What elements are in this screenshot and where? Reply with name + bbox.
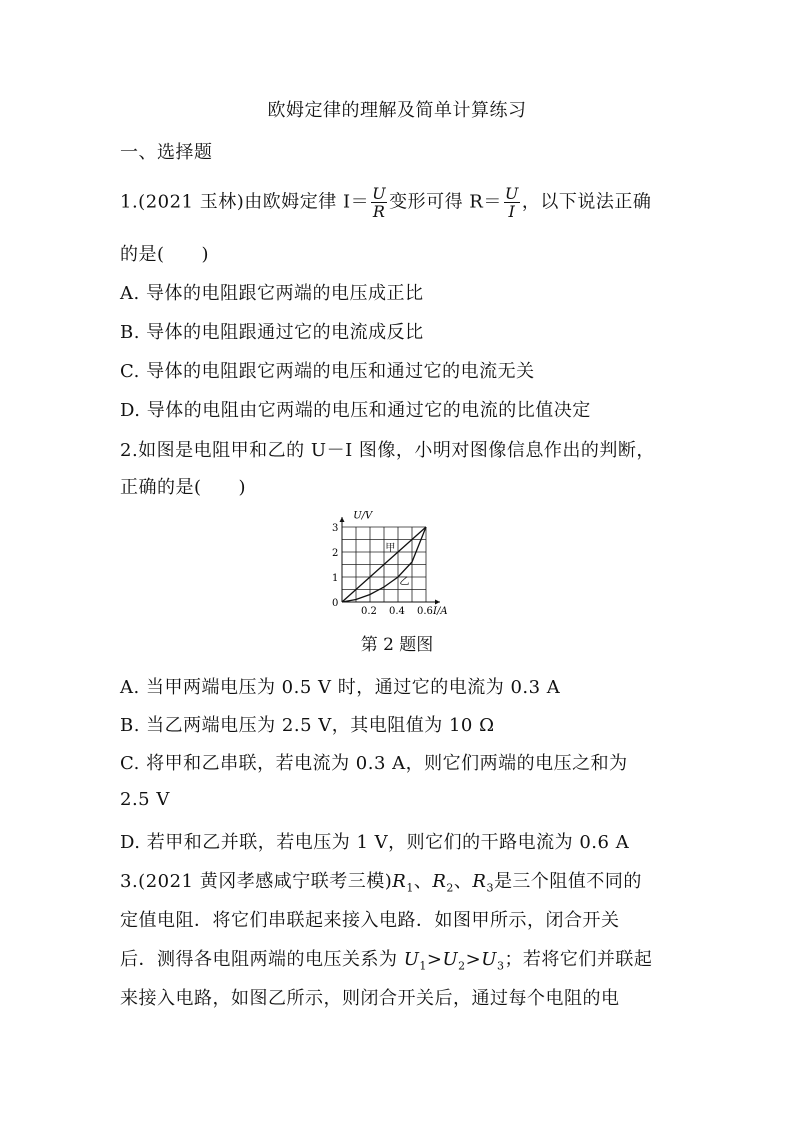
question-3-line4: 来接入电路，如图乙所示，则闭合开关后，通过每个电阻的电 [120, 988, 620, 1009]
question-2-stem: 2.如图是电阻甲和乙的 U－I 图像，小明对图像信息作出的判断， [120, 440, 655, 461]
x-tick-label: 0.2 [361, 606, 377, 617]
q1-option-b: B. 导体的电阻跟通过它的电流成反比 [120, 322, 424, 343]
fraction-u-over-i [504, 185, 520, 220]
subscript: 3 [496, 959, 505, 973]
y-tick-label: 2 [332, 548, 339, 559]
separator: 、 [453, 871, 473, 892]
q1-prefix: 1.(2021 玉林)由欧姆定律 I＝ [120, 191, 370, 213]
fraction-numerator: U [372, 184, 387, 203]
q1-suffix: ，以下说法正确 [521, 191, 652, 213]
q1-option-c: C. 导体的电阻跟它两端的电压和通过它的电流无关 [120, 361, 535, 382]
resistor-r1-symbol: R [392, 871, 407, 892]
x-tick-label: 0.4 [389, 606, 405, 617]
question-2-stem-line2: 正确的是( ) [120, 477, 247, 498]
u-i-graph [322, 508, 462, 620]
q2-option-a: A. 当甲两端电压为 0.5 V 时，通过它的电流为 0.3 A [120, 677, 561, 698]
separator: 、 [413, 871, 433, 892]
voltage-u3-symbol: U [481, 949, 497, 970]
y-tick-label: 3 [332, 523, 339, 534]
q3-source: 3.(2021 黄冈孝感咸宁联考三模) [120, 871, 393, 892]
q3-line3-suffix: ；若将它们并联起 [504, 949, 653, 970]
fraction-denominator: I [508, 202, 516, 221]
question-3-stem [120, 867, 642, 895]
resistor-r2-symbol: R [432, 871, 447, 892]
fraction-u-over-r [371, 185, 387, 220]
series-label-jia: 甲 [385, 542, 396, 554]
greater-than: > [426, 949, 443, 970]
y-axis-label: U/V [353, 510, 373, 522]
subscript: 1 [406, 881, 414, 895]
subscript: 1 [419, 959, 427, 973]
fraction-denominator: R [372, 202, 386, 221]
y-tick-label: 0 [332, 598, 339, 609]
subscript: 2 [446, 881, 454, 895]
section-heading: 一、选择题 [120, 142, 213, 163]
subscript: 3 [486, 881, 494, 895]
q1-option-d: D. 导体的电阻由它两端的电压和通过它的电流的比值决定 [120, 400, 591, 421]
x-tick-label: 0.6 [417, 606, 433, 617]
question-1-stem-line2: 的是( ) [120, 244, 210, 265]
y-tick-label: 1 [332, 573, 339, 584]
resistor-r3-symbol: R [472, 871, 487, 892]
y-axis-arrow [340, 517, 345, 522]
fraction-numerator: U [504, 184, 519, 203]
q2-option-b: B. 当乙两端电压为 2.5 V，其电阻值为 10 Ω [120, 715, 495, 736]
q2-option-c-continued: 2.5 V [120, 789, 170, 810]
x-axis-arrow [435, 600, 440, 605]
voltage-u1-symbol: U [403, 949, 420, 970]
q3-line3-prefix: 后．测得各电阻两端的电压关系为 [120, 949, 404, 970]
greater-than: > [465, 949, 482, 970]
q2-option-d: D. 若甲和乙并联，若电压为 1 V，则它们的干路电流为 0.6 A [120, 832, 630, 853]
question-3-line3 [120, 945, 652, 973]
subscript: 2 [458, 959, 466, 973]
question-1-stem [120, 185, 651, 220]
series-label-yi: 乙 [399, 576, 410, 588]
page-title: 欧姆定律的理解及简单计算练习 [267, 100, 527, 121]
q1-option-a: A. 导体的电阻跟它两端的电压成正比 [120, 283, 424, 304]
q2-option-c: C. 将甲和乙串联，若电流为 0.3 A，则它们两端的电压之和为 [120, 753, 628, 774]
voltage-u2-symbol: U [442, 949, 459, 970]
x-axis-label: I/A [433, 606, 448, 617]
question-3-line2: 定值电阻．将它们串联起来接入电路．如图甲所示，闭合开关 [120, 910, 620, 931]
q1-middle: 变形可得 R＝ [389, 191, 502, 213]
q3-line1-suffix: 是三个阻值不同的 [493, 871, 642, 892]
figure-caption: 第 2 题图 [360, 635, 434, 655]
